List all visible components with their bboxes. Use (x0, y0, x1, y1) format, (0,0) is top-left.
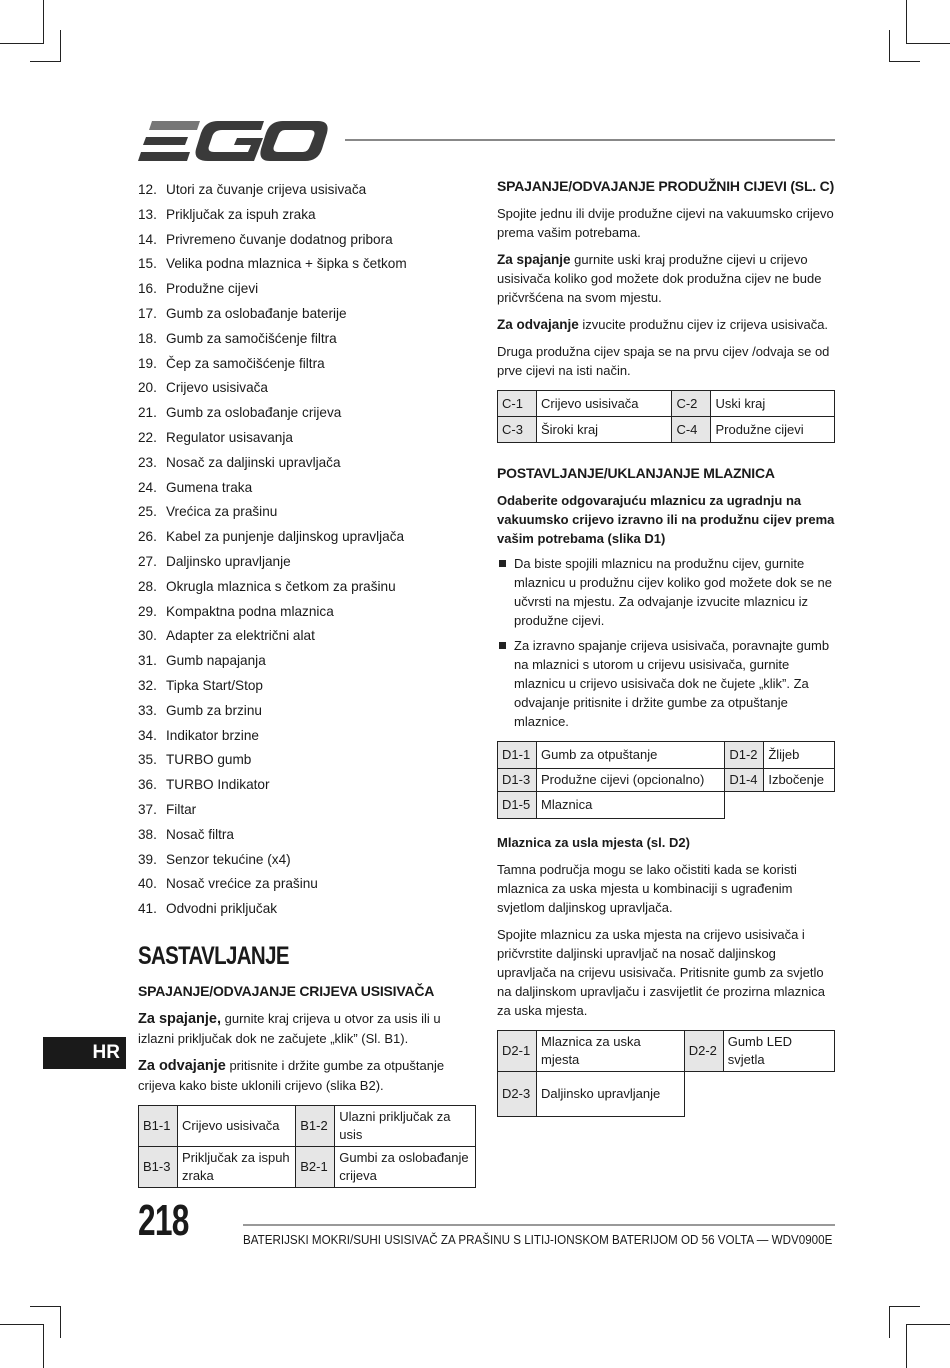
nozzles-intro: Odaberite odgovarajuću mlaznicu za ugradnju na vakuumsko crijevo izravno ili na produžnu cijev prema vašim potrebama (slika D1) (497, 493, 835, 546)
list-item: 25. Vrećica za prašinu (138, 504, 278, 520)
list-item: 29. Kompaktna podna mlaznica (138, 603, 334, 619)
table-row: B1-3 Priključak za ispuh zraka B2-1 Gumbi za oslobađanje crijeva (139, 1146, 476, 1187)
language-tab: HR (43, 1037, 126, 1069)
extension-connect-text: Za spajanje gurnite uski kraj produžne cijevi u crijevo usisivača koliko god možete dok produžna cijev ne bude pričvršćena na svom mjestu. (497, 252, 822, 305)
table-row: C-3 Široki kraj C-4 Produžne cijevi (498, 417, 835, 443)
bullet-square-icon (499, 560, 506, 567)
extension-disconnect-text: Za odvajanje izvucite produžnu cijev iz crijeva usisivača. (497, 317, 829, 332)
list-item: 18. Gumb za samočišćenje filtra (138, 330, 337, 346)
nozzles-heading: POSTAVLJANJE/UKLANJANJE MLAZNICA (497, 465, 775, 481)
list-item: 12. Utori za čuvanje crijeva usisivača (138, 182, 367, 197)
hose-disconnect-text: Za odvajanje pritisnite i držite gumbe za otpuštanje crijeva kako biste uklonili crijevo (slika B2). (138, 1057, 445, 1093)
left-column (138, 178, 478, 1198)
list-item: 26. Kabel za punjenje daljinskog upravljača (138, 529, 405, 545)
crevice-text-2: Spojite mlaznicu za uska mjesta na crijevo usisivača i pričvrstite daljinski upravljač na nosač daljinskog upravljača na crijevu usisivača. Pritisnite gumb za svjetlo na daljinskom upravljaču i zasvijetlit će prozirna mlaznica za uska mjesta. (497, 927, 826, 1018)
table-d2 (497, 1030, 835, 1117)
table-row: D1-5 Mlaznica (498, 792, 835, 819)
list-item: 33. Gumb za brzinu (138, 702, 262, 718)
nozzles-bullets (497, 554, 837, 731)
header-rule (345, 139, 835, 141)
list-item: 39. Senzor tekućine (x4) (138, 851, 291, 867)
extension-second-text: Druga produžna cijev spaja se na prvu cijev /odvaja se od prve cijevi na isti način. (497, 344, 830, 378)
parts-list (138, 178, 478, 922)
ego-logo (138, 118, 328, 164)
list-item: 32. Tipka Start/Stop (138, 677, 263, 693)
list-item: 15. Velika podna mlaznica + šipka s četkom (138, 256, 407, 272)
list-item: 40. Nosač vrećice za prašinu (138, 876, 318, 892)
table-row: D2-3 Daljinsko upravljanje (498, 1072, 835, 1117)
footer-rule (243, 1224, 835, 1226)
list-item: 35. TURBO gumb (138, 752, 252, 768)
table-row: C-1 Crijevo usisivača C-2 Uski kraj (498, 391, 835, 417)
extension-heading: SPAJANJE/ODVAJANJE PRODUŽNIH CIJEVI (SL. C) (497, 178, 835, 194)
list-item: 17. Gumb za oslobađanje baterije (138, 305, 347, 321)
table-row: D2-1 Mlaznica za uska mjesta D2-2 Gumb LED svjetla (498, 1031, 835, 1072)
list-item: 27. Daljinsko upravljanje (138, 553, 291, 569)
list-item: 28. Okrugla mlaznica s četkom za prašinu (138, 578, 396, 594)
table-row: D1-3 Produžne cijevi (opcionalno) D1-4 Izbočenje (498, 769, 835, 792)
list-item: 22. Regulator usisavanja (138, 429, 293, 445)
list-item: 38. Nosač filtra (138, 826, 234, 842)
list-item: 41. Odvodni priključak (138, 901, 278, 917)
crevice-heading: Mlaznica za usla mjesta (sl. D2) (497, 835, 690, 850)
list-item: 19. Čep za samočišćenje filtra (138, 355, 325, 371)
list-item: 37. Filtar (138, 801, 197, 817)
footer-text: BATERIJSKI MOKRI/SUHI USISIVAČ ZA PRAŠINU S LITIJ-IONSKOM BATERIJOM OD 56 VOLTA — WDV0900E (243, 1233, 833, 1247)
list-item: 21. Gumb za oslobađanje crijeva (138, 405, 342, 421)
list-item: 36. TURBO Indikator (138, 777, 270, 793)
hose-heading: SPAJANJE/ODVAJANJE CRIJEVA USISIVAČA (138, 982, 435, 999)
table-c (497, 390, 835, 443)
list-item: 34. Indikator brzine (138, 727, 259, 743)
list-item: 31. Gumb napajanja (138, 653, 266, 669)
table-row: D1-1 Gumb za otpuštanje D1-2 Žlijeb (498, 742, 835, 769)
hose-connect-text: Za spajanje, gurnite kraj crijeva u otvor za usis ili u izlazni priključak dok ne začujete „klik” (Sl. B1). (138, 1010, 441, 1046)
right-column (497, 178, 837, 1127)
list-item: 13. Priključak za ispuh zraka (138, 206, 316, 222)
list-item: 24. Gumena traka (138, 479, 253, 495)
table-row: B1-1 Crijevo usisivača B1-2 Ulazni priključak za usis (139, 1105, 476, 1146)
list-item: 16. Produžne cijevi (138, 281, 259, 297)
section-title-assembly: SASTAVLJANJE (138, 941, 289, 970)
table-b (138, 1105, 476, 1188)
bullet-square-icon (499, 642, 506, 649)
crevice-text-1: Tamna područja mogu se lako očistiti kada se koristi mlaznica za uska mjesta u kombinaciji s ugrađenim svjetlom daljinskog upravljača. (497, 862, 797, 915)
list-item: 20. Crijevo usisivača (138, 380, 268, 396)
table-d1 (497, 741, 835, 819)
list-item: Za izravno spajanje crijeva usisivača, poravnajte gumb na mlaznici s utorom u crijevu usisivača, gurnite mlaznicu u crijevo usisivača dok ne čujete „klik”. Za odvajanje pritisnite i držite gumbe za otpuštanje mlaznice. (497, 636, 837, 731)
list-item: Da biste spojili mlaznicu na produžnu cijev, gurnite mlaznicu u produžnu cijev koliko god možete dok se ne učvrsti na mjestu. Za odvajanje izvucite mlaznicu iz produžne cijevi. (497, 554, 837, 630)
list-item: 14. Privremeno čuvanje dodatnog pribora (138, 231, 393, 247)
page-number: 218 (138, 1196, 189, 1245)
list-item: 23. Nosač za daljinski upravljača (138, 454, 341, 470)
extension-intro: Spojite jednu ili dvije produžne cijevi na vakuumsko crijevo prema vašim potrebama. (497, 206, 834, 240)
list-item: 30. Adapter za električni alat (138, 628, 315, 644)
